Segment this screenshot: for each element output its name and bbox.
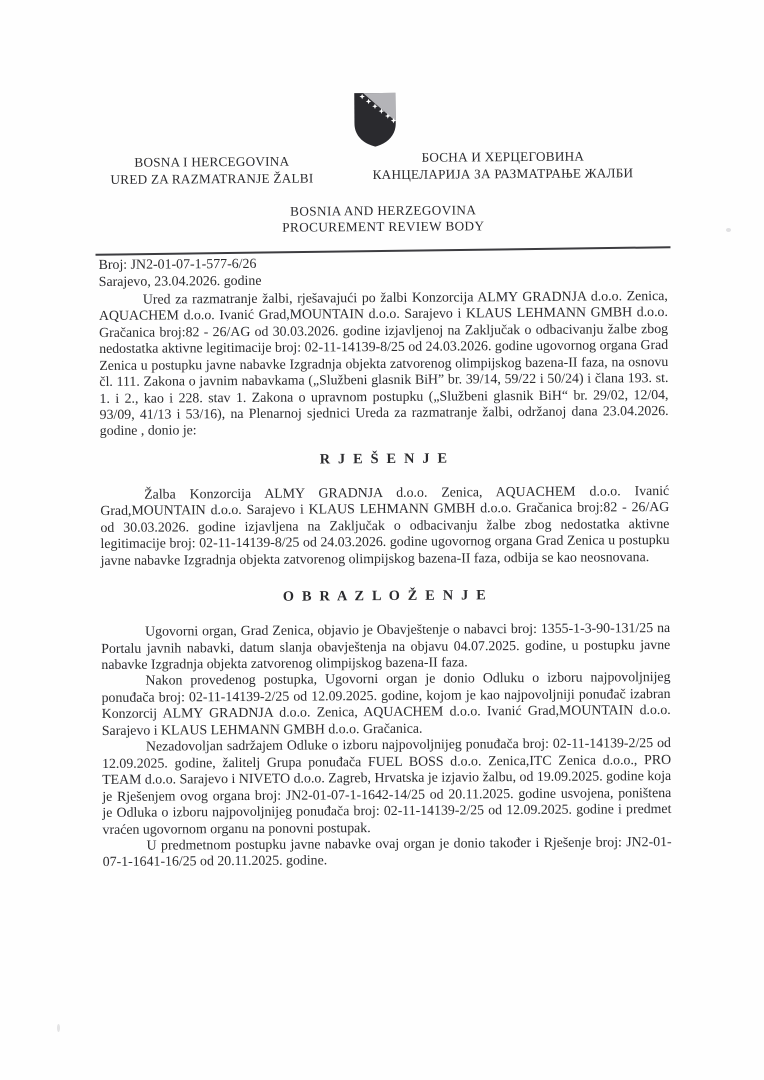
- letterhead-bosnian-line2: URED ZA RAZMATRANJE ŽALBI: [110, 170, 314, 187]
- letterhead-english: [98, 201, 668, 237]
- bosnia-coat-of-arms-icon: [350, 91, 399, 148]
- letterhead-bosnian: [98, 150, 326, 188]
- letterhead-english-line2: PROCUREMENT REVIEW BODY: [282, 218, 485, 235]
- scan-artifact: [726, 228, 731, 232]
- explanation-paragraph: Nezadovoljan sadržajem Odluke o izboru najpovoljnijeg ponuđača broj: 02-11-14139-2/25 od 12.09.2025. godine, žalitelj Grupa ponuđača FUEL BOSS d.o.o. Zenica,ITC Zenica d.o.o., PRO TEAM d.o.o. Sarajevo i NIVETO d.o.o. Zagreb, Hrvatska je izjavio žalbu, od 19.09.2025. godine koja je Rješenjem ovog organa broj: JN2-01-07-1-1642-14/25 od 20.11.2025. godine usvojena, poništena je Odluka o izboru najpovoljnijeg ponuđača broj: 02-11-14139-2/25 od 12.09.2025. godine i predmet vraćen ugovornom organu na ponovni postupak.: [102, 735, 672, 837]
- scan-artifact: [57, 1024, 60, 1032]
- letterhead: [98, 148, 670, 188]
- document-meta: [99, 253, 669, 292]
- intro-paragraph: Ured za razmatranje žalbi, rješavajući po žalbi Konzorcija ALMY GRADNJA d.o.o. Zenica, AQUACHEM d.o.o. Ivanić Grad,MOUNTAIN d.o.o. Sarajevo i KLAUS LEHMANN GMBH d.o.o. Gračanica broj:82 - 26/AG od 30.03.2026. godine izjavljenoj na Zaključak o odbacivanju žalbe zbog nedostatka aktivne legitimacije broj: 02-11-14139-8/25 od 24.03.2026. godine ugovornog organa Grad Zenica u postupku javne nabavke Izgradnja objekta zatvorenog olimpijskog bazena-II faza, na osnovu čl. 111. Zakona o javnim nabavkama („Službeni glasnik BiH” br. 39/14, 59/22 i 50/24) i člana 193. st. 1. i 2., kao i 228. stav 1. Zakona o upravnom postupku („Službeni glasnik BiH“ br. 29/02, 12/04, 93/09, 41/13 i 53/16), na Plenarnoj sjednici Ureda za razmatranje žalbi, održanoj dana 23.04.2026. godine , donio je:: [98, 287, 669, 439]
- letterhead-cyrillic-line1: БОСНА И ХЕРЦЕГОВИНА: [421, 148, 585, 165]
- letterhead-english-line1: BOSNIA AND HERZEGOVINA: [290, 202, 477, 219]
- decision-paragraph: Žalba Konzorcija ALMY GRADNJA d.o.o. Zenica, AQUACHEM d.o.o. Ivanić Grad,MOUNTAIN d.o.o. Sarajevo i KLAUS LEHMANN GMBH d.o.o. Gračanica broj:82 - 26/AG od 30.03.2026. godine izjavljena na Zaključak o odbacivanju žalbe zbog nedostatka aktivne legitimacije broj: 02-11-14139-8/25 od 24.03.2026. godine ugovornog organa Grad Zenica u postupku javne nabavke Izgradnja objekta zatvorenog olimpijskog bazena-II faza, odbija se kao neosnovana.: [100, 482, 670, 568]
- explanation-heading: O B R A Z L O Ž E N J E: [282, 587, 489, 605]
- place-date: Sarajevo, 23.04.2026. godine: [98, 274, 262, 291]
- explanation-paragraph: Nakon provedenog postupka, Ugovorni organ je donio Odluku o izboru najpovoljnijeg ponuđača broj: 02-11-14139-2/25 od 12.09.2025. godine, kojom je kao najpovoljniji ponuđač izabran Konzorcij ALMY GRADNJA d.o.o. Zenica, AQUACHEM d.o.o. Ivanić Grad,MOUNTAIN d.o.o. Sarajevo i KLAUS LEHMANN GMBH d.o.o. Gračanica.: [101, 669, 671, 738]
- letterhead-cyrillic: [336, 148, 670, 187]
- letterhead-bosnian-line1: BOSNA I HERCEGOVINA: [134, 153, 290, 170]
- decision-heading: R J E Š E N J E: [319, 450, 450, 468]
- case-number: Broj: JN2-01-07-1-577-6/26: [98, 256, 257, 273]
- letterhead-cyrillic-line2: КАНЦЕЛАРИЈА ЗА РАЗМАТРАЊЕ ЖАЛБИ: [372, 164, 634, 182]
- explanation-paragraph: U predmetnom postupku javne nabavke ovaj organ je donio također i Rješenje broj: JN2-01-07-1-1641-16/25 od 20.11.2025. godine.: [102, 834, 672, 870]
- explanation-paragraph: Ugovorni organ, Grad Zenica, objavio je Obavještenje o nabavci broj: 1355-1-3-90-131/25 na Portalu javnih nabavki, datum slanja obavještenja na objavu 04.07.2025. godine, u postupku javne nabavke Izgradnja objekta zatvorenog olimpijskog bazena-II faza.: [101, 620, 671, 672]
